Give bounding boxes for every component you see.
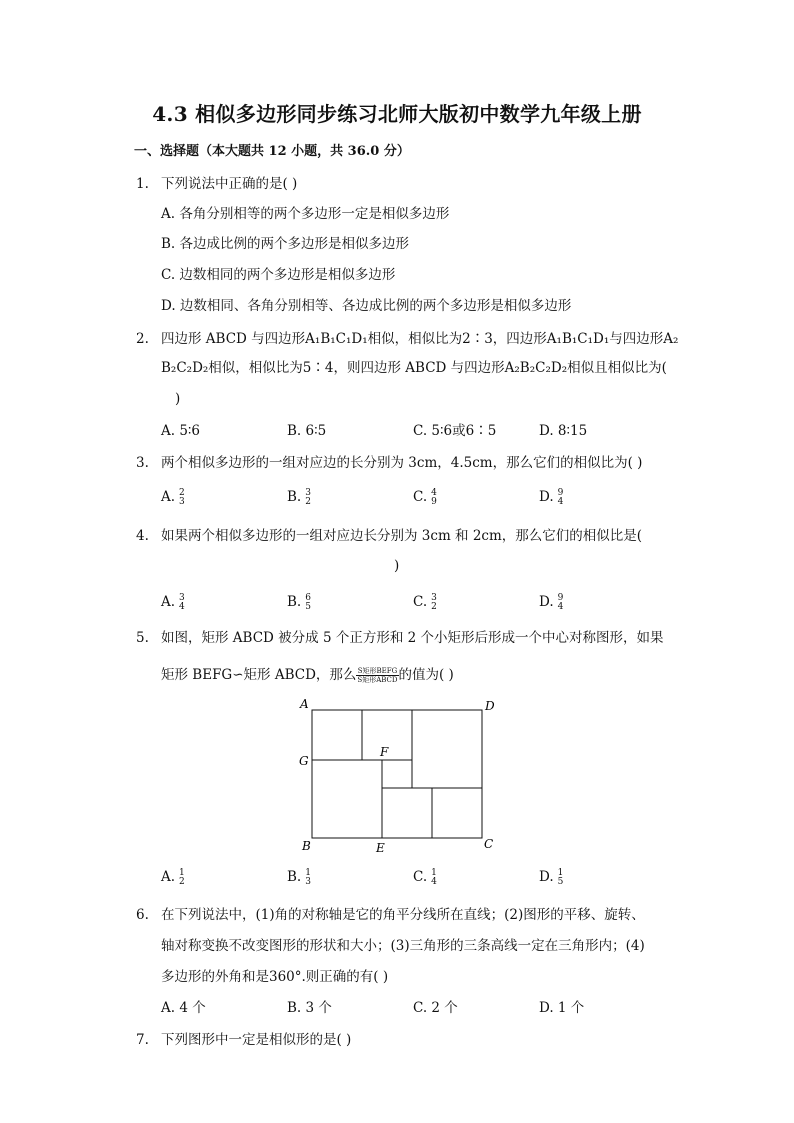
question-6-line-1: 在下列说法中，(1)角的对称轴是它的角平分线所在直线；(2)图形的平移、旋转、 [161,907,645,923]
question-6-option-d: D. 1 个 [539,1000,585,1016]
question-7-number: 7. [136,1032,149,1048]
vertex-label-d: D [485,699,495,713]
question-6-option-c: C. 2 个 [413,1000,458,1016]
question-1-option-d: D. 边数相同、各角分别相等、各边成比例的两个多边形是相似多边形 [161,298,572,314]
question-3-option-a: A. 2 3 [161,487,185,507]
area-ratio-fraction: $\frac{\text{S矩形BEFG}}{\text{S矩形ABCD}}$ [357,667,398,684]
question-3-option-d: D. 9 4 [539,487,564,507]
question-3-option-c: C. 4 9 [413,487,437,507]
question-6-line-2: 轴对称变换不改变图形的形状和大小；(3)三角形的三条高线一定在三角形内；(4) [161,938,645,954]
question-4-option-c: C. 3 2 [413,592,437,612]
question-2-option-a: A. 5∶6 [161,423,201,439]
question-5-option-b: B. 1 3 [287,867,311,887]
question-2-line-1: 四边形 ABCD 与四边形A₁B₁C₁D₁相似，相似比为2∶3，四边形A₁B₁C₁D₁与四边形A₂ [161,331,679,347]
question-3-number: 3. [136,455,149,471]
question-4-number: 4. [136,528,149,544]
vertex-label-f: F [380,745,389,759]
question-1-stem: 下列说法中正确的是( ) [161,176,298,192]
question-5-option-a: A. 1 2 [161,867,185,887]
question-4-option-a: A. 3 4 [161,592,185,612]
outer-rectangle-abcd [312,710,482,838]
question-2-number: 2. [136,331,149,347]
question-4-option-d: D. 9 4 [539,592,564,612]
question-3-stem: 两个相似多边形的一组对应边的长分别为 3cm，4.5cm，那么它们的相似比为( ) [161,455,643,471]
question-2-option-c: C. 5∶6或6∶5 [413,423,497,439]
question-6-option-a: A. 4 个 [161,1000,206,1016]
vertex-label-e: E [376,841,385,855]
question-4-option-b: B. 6 5 [287,592,311,612]
question-5-option-c: C. 1 4 [413,867,437,887]
question-2-line-2: B₂C₂D₂相似，相似比为5∶4，则四边形 ABCD 与四边形A₂B₂C₂D₂相似且相似比为( [161,360,667,376]
question-5-line-1: 如图，矩形 ABCD 被分成 5 个正方形和 2 个小矩形后形成一个中心对称图形，如果 [161,630,664,646]
question-2-option-d: D. 8∶15 [539,423,588,439]
question-2-line-3: ) [175,391,181,407]
question-5-line-2-start: 矩形 BEFG∽矩形 ABCD，那么 [161,667,357,683]
question-5-line-2 [161,666,454,684]
question-1-number: 1. [136,176,149,192]
question-6-option-b: B. 3 个 [287,1000,332,1016]
question-5-number: 5. [136,630,149,646]
question-4-stem: 如果两个相似多边形的一组对应边长分别为 3cm 和 2cm，那么它们的相似比是( [161,528,643,544]
question-1-option-a: A. 各角分别相等的两个多边形一定是相似多边形 [161,206,450,222]
vertex-label-a: A [300,697,309,711]
question-5-line-2-end: 的值为( ) [398,667,454,683]
question-4-close: ) [394,558,400,574]
vertex-label-g: G [299,754,309,768]
question-5-option-d: D. 1 5 [539,867,564,887]
question-6-number: 6. [136,907,149,923]
question-3-option-b: B. 3 2 [287,487,311,507]
question-2-option-b: B. 6∶5 [287,423,327,439]
page-title: 4.3 相似多边形同步练习北师大版初中数学九年级上册 [152,102,642,126]
vertex-label-c: C [484,837,494,851]
question-1-option-b: B. 各边成比例的两个多边形是相似多边形 [161,236,410,252]
question-1-option-c: C. 边数相同的两个多边形是相似多边形 [161,267,396,283]
section-heading: 一、选择题（本大题共 12 小题，共 36.0 分） [134,144,410,159]
question-6-line-3: 多边形的外角和是360°.则正确的有( ) [161,969,389,985]
vertex-label-b: B [302,839,311,853]
question-7-stem: 下列图形中一定是相似形的是( ) [161,1032,352,1048]
